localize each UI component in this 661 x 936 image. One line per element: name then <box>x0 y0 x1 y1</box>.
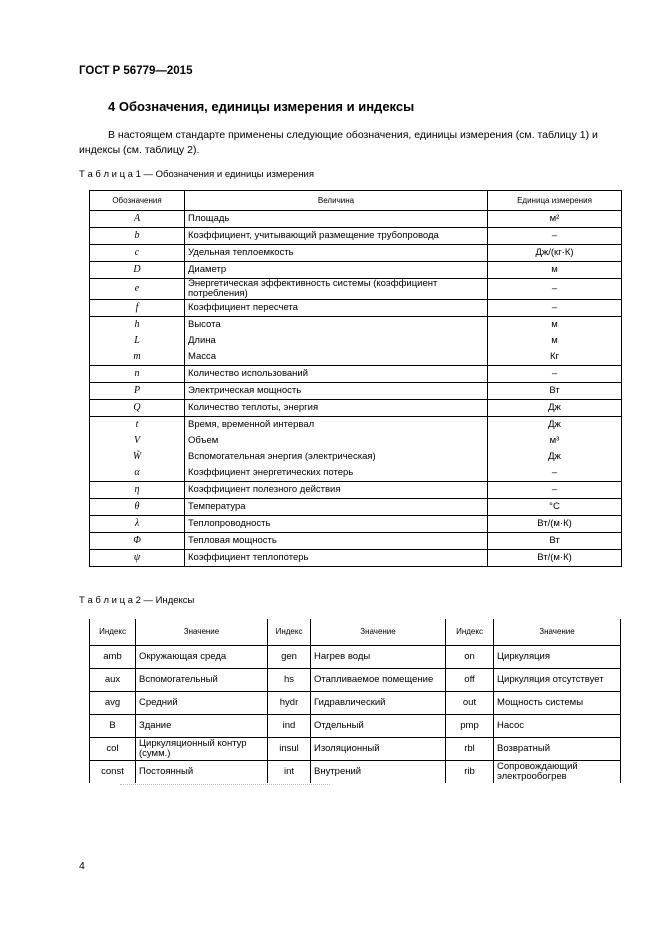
unit-cell: – <box>488 228 622 245</box>
index-cell: gen <box>268 646 311 669</box>
table-row <box>90 279 622 300</box>
quantity-cell: Температура <box>185 499 488 516</box>
meaning-cell: Отапливаемое помещение <box>311 669 446 692</box>
unit-cell: м <box>488 317 622 334</box>
table-row <box>90 433 622 449</box>
quantity-cell: Объем <box>185 433 488 449</box>
symbol-cell: η <box>90 482 185 499</box>
quantity-cell: Тепловая мощность <box>185 533 488 550</box>
header-meaning: Значение <box>311 619 446 646</box>
quantity-cell: Время, временной интервал <box>185 417 488 434</box>
index-cell: hs <box>268 669 311 692</box>
table-row <box>90 366 622 383</box>
unit-cell: Вт/(м·К) <box>488 550 622 567</box>
symbol-cell: Q <box>90 400 185 417</box>
document-id: ГОСТ Р 56779—2015 <box>79 65 193 77</box>
unit-cell: Дж <box>488 449 622 465</box>
symbol-cell: ψ <box>90 550 185 567</box>
quantity-cell: Электрическая мощность <box>185 383 488 400</box>
quantity-cell: Теплопроводность <box>185 516 488 533</box>
unit-cell: – <box>488 279 622 300</box>
symbol-cell: c <box>90 245 185 262</box>
meaning-cell: Здание <box>136 715 268 738</box>
symbol-cell: L <box>90 333 185 349</box>
table-header-row <box>90 191 622 211</box>
table-header-row <box>90 619 621 646</box>
index-cell: amb <box>90 646 136 669</box>
meaning-cell: Внутрений <box>311 761 446 784</box>
quantity-cell: Площадь <box>185 211 488 228</box>
intro-paragraph: В настоящем стандарте применены следующие обозначения, единицы измерения (см. таблицу 1) и индексы (см. таблицу 2). <box>79 129 598 156</box>
table-row <box>90 333 622 349</box>
unit-cell: – <box>488 366 622 383</box>
symbol-cell: h <box>90 317 185 334</box>
table2-caption: Т а б л и ц а 2 — Индексы <box>79 595 195 606</box>
table-row <box>90 761 621 784</box>
meaning-cell: Средний <box>136 692 268 715</box>
meaning-cell: Постоянный <box>136 761 268 784</box>
section-title: 4 Обозначения, единицы измерения и индексы <box>108 99 415 114</box>
header-meaning: Значение <box>136 619 268 646</box>
unit-cell: – <box>488 482 622 499</box>
unit-cell: – <box>488 465 622 482</box>
symbol-cell: α <box>90 465 185 482</box>
unit-cell: Дж <box>488 417 622 434</box>
table-row <box>90 465 622 482</box>
meaning-cell: Сопровождающий электрообогрев <box>494 761 621 784</box>
index-cell: out <box>446 692 494 715</box>
table-row <box>90 211 622 228</box>
table-row <box>90 300 622 317</box>
quantity-cell: Диаметр <box>185 262 488 279</box>
header-index: Индекс <box>90 619 136 646</box>
header-unit: Единица измерения <box>488 191 622 211</box>
index-cell: avg <box>90 692 136 715</box>
table-row <box>90 262 622 279</box>
symbol-cell: m <box>90 349 185 366</box>
unit-cell: Дж/(кг·К) <box>488 245 622 262</box>
quantity-cell: Коэффициент энергетических потерь <box>185 465 488 482</box>
meaning-cell: Возвратный <box>494 738 621 761</box>
meaning-cell: Нагрев воды <box>311 646 446 669</box>
index-cell: pmp <box>446 715 494 738</box>
indices-table <box>89 619 621 783</box>
index-cell: on <box>446 646 494 669</box>
symbol-cell: V <box>90 433 185 449</box>
symbol-cell: Φ <box>90 533 185 550</box>
table-row <box>90 449 622 465</box>
quantity-cell: Длина <box>185 333 488 349</box>
table-row <box>90 715 621 738</box>
symbol-cell: f <box>90 300 185 317</box>
index-cell: ind <box>268 715 311 738</box>
quantity-cell: Коэффициент пересчета <box>185 300 488 317</box>
quantity-cell: Вспомогательная энергия (электрическая) <box>185 449 488 465</box>
table1-caption: Т а б л и ц а 1 — Обозначения и единицы измерения <box>79 169 314 180</box>
table-row <box>90 550 622 567</box>
meaning-cell: Гидравлический <box>311 692 446 715</box>
meaning-cell: Изоляционный <box>311 738 446 761</box>
index-cell: aux <box>90 669 136 692</box>
quantity-cell: Коэффициент, учитывающий размещение трубопровода <box>185 228 488 245</box>
symbols-table <box>89 190 622 567</box>
table-row <box>90 228 622 245</box>
index-cell: rbl <box>446 738 494 761</box>
table-row <box>90 349 622 366</box>
header-meaning: Значение <box>494 619 621 646</box>
symbol-cell: b <box>90 228 185 245</box>
meaning-cell: Окружающая среда <box>136 646 268 669</box>
unit-cell: м <box>488 333 622 349</box>
table-row <box>90 533 622 550</box>
header-symbol: Обозначения <box>90 191 185 211</box>
meaning-cell: Циркуляция отсутствует <box>494 669 621 692</box>
header-index: Индекс <box>268 619 311 646</box>
table-continuation-line <box>120 784 330 786</box>
quantity-cell: Масса <box>185 349 488 366</box>
meaning-cell: Мощность системы <box>494 692 621 715</box>
meaning-cell: Вспомогательный <box>136 669 268 692</box>
meaning-cell: Насос <box>494 715 621 738</box>
symbol-cell: e <box>90 279 185 300</box>
symbol-cell: n <box>90 366 185 383</box>
unit-cell: м <box>488 262 622 279</box>
quantity-cell: Количество теплоты, энергия <box>185 400 488 417</box>
table-row <box>90 692 621 715</box>
unit-cell: °С <box>488 499 622 516</box>
unit-cell: м² <box>488 211 622 228</box>
index-cell: off <box>446 669 494 692</box>
meaning-cell: Циркуляционный контур (сумм.) <box>136 738 268 761</box>
symbol-cell: θ <box>90 499 185 516</box>
quantity-cell: Энергетическая эффективность системы (коэффициент потребления) <box>185 279 488 300</box>
table-row <box>90 417 622 434</box>
index-cell: const <box>90 761 136 784</box>
table-row <box>90 400 622 417</box>
quantity-cell: Удельная теплоемкость <box>185 245 488 262</box>
meaning-cell: Отдельный <box>311 715 446 738</box>
symbol-cell: t <box>90 417 185 434</box>
symbol-cell: W̃ <box>90 449 185 465</box>
index-cell: col <box>90 738 136 761</box>
unit-cell: Кг <box>488 349 622 366</box>
unit-cell: – <box>488 300 622 317</box>
table-row <box>90 245 622 262</box>
index-cell: insul <box>268 738 311 761</box>
index-cell: hydr <box>268 692 311 715</box>
table-row <box>90 499 622 516</box>
symbol-cell: D <box>90 262 185 279</box>
quantity-cell: Количество использований <box>185 366 488 383</box>
unit-cell: Вт <box>488 383 622 400</box>
quantity-cell: Коэффициент полезного действия <box>185 482 488 499</box>
quantity-cell: Высота <box>185 317 488 334</box>
table-row <box>90 516 622 533</box>
table-row <box>90 383 622 400</box>
table-row <box>90 482 622 499</box>
unit-cell: м³ <box>488 433 622 449</box>
symbol-cell: λ <box>90 516 185 533</box>
unit-cell: Дж <box>488 400 622 417</box>
table-row <box>90 738 621 761</box>
table-row <box>90 317 622 334</box>
symbol-cell: A <box>90 211 185 228</box>
unit-cell: Вт <box>488 533 622 550</box>
header-index: Индекс <box>446 619 494 646</box>
header-quantity: Величина <box>185 191 488 211</box>
index-cell: rib <box>446 761 494 784</box>
index-cell: B <box>90 715 136 738</box>
table-row <box>90 669 621 692</box>
unit-cell: Вт/(м·К) <box>488 516 622 533</box>
page-number: 4 <box>79 860 85 872</box>
quantity-cell: Коэффициент теплопотерь <box>185 550 488 567</box>
meaning-cell: Циркуляция <box>494 646 621 669</box>
index-cell: int <box>268 761 311 784</box>
table-row <box>90 646 621 669</box>
symbol-cell: P <box>90 383 185 400</box>
